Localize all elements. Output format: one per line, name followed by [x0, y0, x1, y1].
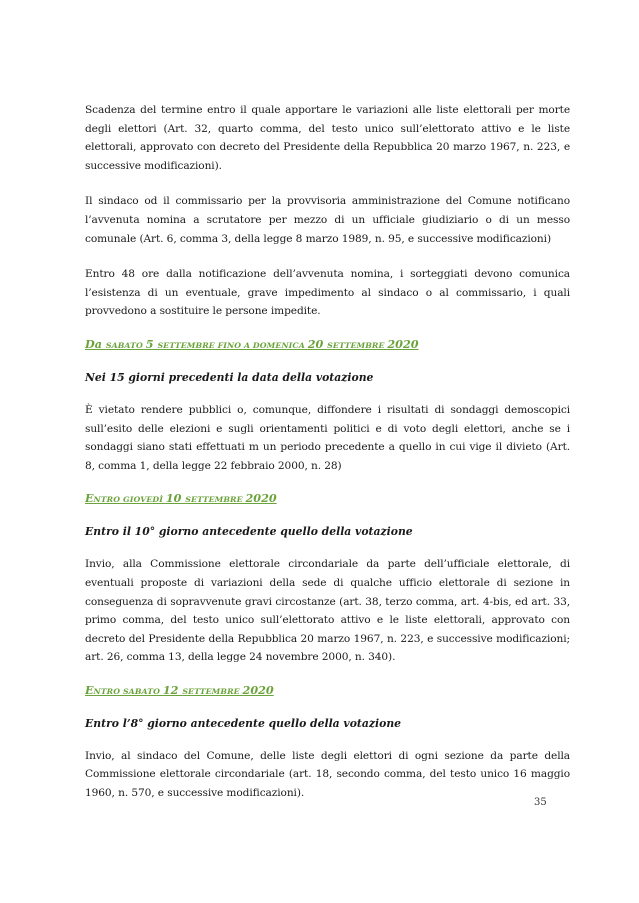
section-subheading: Entro il 10° giorno antecedente quello della votazione	[85, 525, 413, 539]
heading-part: 20	[307, 336, 328, 351]
heading-part: 2020	[245, 491, 277, 506]
heading-part: 5	[145, 336, 158, 351]
paragraph-death-variations: Scadenza del termine entro il quale apportare le variazioni alle liste elettorali per morte degli elettori (Art. 32, quarto comma, del testo unico sull’elettorato attivo e le liste elettorali, approvato con decreto del Presidente della Repubblica 20 marzo 1967, n. 223, e successive modificazioni).	[85, 104, 570, 172]
section-polls-ban	[85, 335, 570, 475]
section-date-heading	[85, 489, 570, 509]
section-voter-lists-dispatch	[85, 681, 570, 803]
page-number: 35	[534, 797, 547, 808]
section-date-heading	[85, 335, 570, 355]
heading-part: 2020	[387, 336, 419, 351]
heading-part: SETTEMBRE FINO A DOMENICA	[157, 340, 308, 350]
heading-part: NTRO SABATO	[93, 686, 163, 696]
section-polling-station-variations	[85, 489, 570, 667]
heading-part: 10	[165, 491, 186, 506]
heading-part: 12	[162, 682, 183, 697]
heading-part: E	[85, 491, 94, 506]
heading-part: SABATO	[105, 340, 146, 350]
paragraph-scrutineer-notification: Il sindaco od il commissario per la provvisoria amministrazione del Comune notificano l’avvenuta nomina a scrutatore per mezzo di un ufficiale giudiziario o di un messo comunale (Art. 6, comma 3, della legge 8 marzo 1989, n. 95, e successive modificazioni)	[85, 195, 570, 245]
heading-part: 2020	[242, 682, 274, 697]
heading-part: SETTEMBRE	[185, 495, 246, 505]
document-page	[85, 101, 570, 803]
section-body: Invio, al sindaco del Comune, delle liste degli elettori di ogni sezione da parte della Commissione elettorale circondariale (art. 18, secondo comma, del testo unico 16 maggio 1960, n. 570, e successive modificazioni).	[85, 749, 570, 800]
section-subheading: Nei 15 giorni precedenti la data della votazione	[85, 370, 374, 384]
heading-part: SETTEMBRE	[182, 686, 243, 696]
heading-part: Da	[85, 336, 106, 351]
section-body: È vietato rendere pubblici o, comunque, diffondere i risultati di sondaggi demoscopici sull’esito delle elezioni e sugli orientamenti politici e di voto degli elettori, anche se i sondaggi siano stati effettuati m un periodo precedente a quello in cui vige il divieto (Art. 8, comma 1, della legge 22 febbraio 2000, n. 28)	[85, 403, 570, 472]
heading-part: NTRO GIOVEDÌ	[93, 495, 166, 505]
heading-part: SETTEMBRE	[327, 340, 388, 350]
section-body: Invio, alla Commissione elettorale circondariale da parte dell’ufficiale elettorale, di eventuali proposte di variazioni della sede di qualche ufficio elettorale di sezione in conseguenza di sopravvenute gravi circostanze (art. 38, terzo comma, art. 4-bis, ed art. 33, primo comma, del testo unico sull’elettorato attivo e le liste elettorali, approvato con decreto del Presidente della Repubblica 20 marzo 1967, n. 223, e successive modificazioni; art. 26, comma 13, della legge 24 novembre 2000, n. 340).	[85, 558, 570, 664]
paragraph-impediment-communication: Entro 48 ore dalla notificazione dell’avvenuta nomina, i sorteggiati devono comunica l’esistenza di un eventuale, grave impedimento al sindaco o al commissario, i quali provvedono a sostituire le persone impedite.	[85, 268, 570, 318]
section-subheading: Entro l’8° giorno antecedente quello della votazione	[85, 716, 402, 730]
section-date-heading	[85, 681, 570, 701]
heading-part: E	[85, 682, 94, 697]
